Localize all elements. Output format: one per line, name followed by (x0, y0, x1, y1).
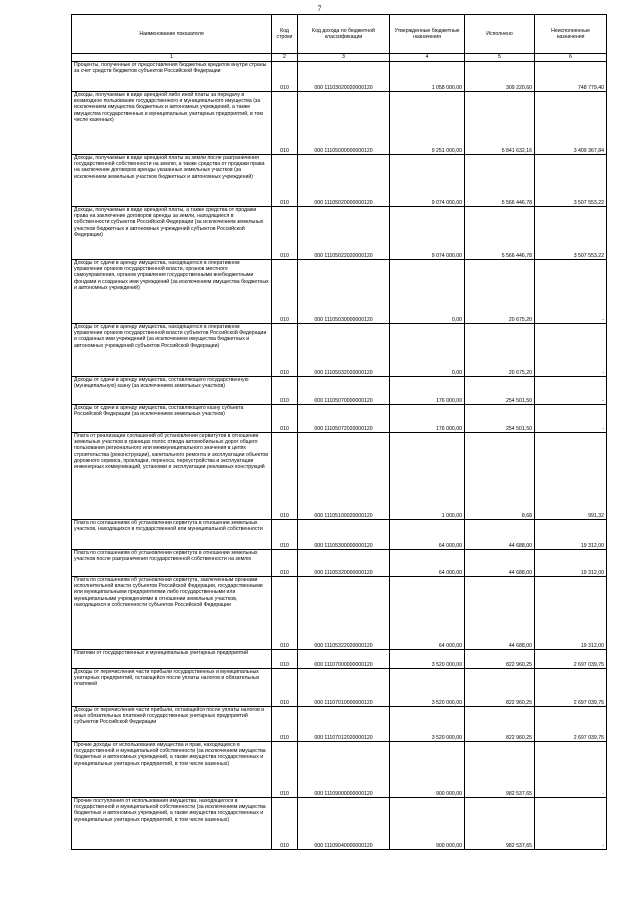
row-unexecuted: 3 507 553,22 (535, 155, 607, 207)
row-executed: 254 501,50 (465, 405, 535, 433)
row-kbk: 000 11107000000000120 (298, 650, 390, 669)
row-approved: 0,00 (390, 260, 465, 324)
row-name: Платежи от государственных и муниципальных унитарных предприятий (72, 650, 272, 669)
row-kbk: 000 11105000000000120 (298, 92, 390, 155)
row-kbk: 000 11105322020000120 (298, 577, 390, 650)
row-executed: 822 960,25 (465, 707, 535, 742)
table-row (72, 260, 607, 324)
header-approved: Утвержденные бюджетные назначения (390, 15, 465, 54)
row-executed: 20 675,20 (465, 324, 535, 377)
row-approved: 9 251 000,00 (390, 92, 465, 155)
row-approved: 1 058 000,00 (390, 62, 465, 92)
table-row (72, 577, 607, 650)
table-row (72, 707, 607, 742)
row-approved: 0,00 (390, 324, 465, 377)
row-code: 010 (272, 62, 298, 92)
row-unexecuted: - (535, 742, 607, 798)
row-approved: 3 520 000,00 (390, 650, 465, 669)
row-unexecuted: 991,32 (535, 433, 607, 520)
table-row (72, 405, 607, 433)
row-approved: 176 000,00 (390, 377, 465, 405)
row-name: Доходы от сдачи в аренду имущества, составляющего государственную (муниципальную) казну (за исключением земельных участков) (72, 377, 272, 405)
column-number-row (72, 54, 607, 62)
row-executed: 982 537,65 (465, 798, 535, 850)
row-code: 010 (272, 798, 298, 850)
table-row (72, 207, 607, 260)
row-kbk: 000 11107012020000120 (298, 707, 390, 742)
row-executed: 822 960,25 (465, 650, 535, 669)
table-row (72, 377, 607, 405)
row-code: 010 (272, 520, 298, 550)
row-approved: 900 000,00 (390, 742, 465, 798)
row-unexecuted: 19 312,00 (535, 577, 607, 650)
row-code: 010 (272, 155, 298, 207)
row-unexecuted: 2 697 039,75 (535, 707, 607, 742)
row-code: 010 (272, 260, 298, 324)
row-name: Доходы от сдачи в аренду имущества, находящегося в оперативном управлении органов государственной власти, органов местного самоуправления, органов управления государственными внебюджетными фондами и созданных ими учреждений (за исключением имущества бюджетных и автономных учреждений) (72, 260, 272, 324)
row-code: 010 (272, 707, 298, 742)
page-number: 7 (317, 4, 322, 13)
table-row (72, 155, 607, 207)
column-number: 5 (465, 54, 535, 62)
row-kbk: 000 11105100020000120 (298, 433, 390, 520)
row-approved: 64 000,00 (390, 520, 465, 550)
row-approved: 9 074 000,00 (390, 155, 465, 207)
row-unexecuted: 19 312,00 (535, 550, 607, 577)
income-report-table (71, 14, 607, 850)
row-executed: 5 566 446,78 (465, 207, 535, 260)
row-approved: 3 520 000,00 (390, 669, 465, 707)
row-executed: 44 688,00 (465, 550, 535, 577)
row-kbk: 000 11105022020000120 (298, 207, 390, 260)
row-executed: 309 220,60 (465, 62, 535, 92)
table-row (72, 650, 607, 669)
row-executed: 5 841 632,16 (465, 92, 535, 155)
column-number: 2 (272, 54, 298, 62)
row-unexecuted: - (535, 324, 607, 377)
column-number: 4 (390, 54, 465, 62)
row-executed: 8,68 (465, 433, 535, 520)
table-row (72, 550, 607, 577)
row-approved: 9 074 000,00 (390, 207, 465, 260)
row-executed: 20 675,20 (465, 260, 535, 324)
row-approved: 176 000,00 (390, 405, 465, 433)
column-number: 3 (298, 54, 390, 62)
row-name: Доходы от сдачи в аренду имущества, составляющего казну субъекта Российской Федерации (за исключением земельных участков) (72, 405, 272, 433)
row-code: 010 (272, 669, 298, 707)
row-kbk: 000 11105300000000120 (298, 520, 390, 550)
row-name: Плата по соглашениям об установлении сервитута в отношении земельных участков после разграничения государственной собственности на землю (72, 550, 272, 577)
column-number: 6 (535, 54, 607, 62)
row-code: 010 (272, 433, 298, 520)
header-row (72, 15, 607, 54)
row-kbk: 000 11105020000000120 (298, 155, 390, 207)
header-code: Код строки (272, 15, 298, 54)
row-code: 010 (272, 405, 298, 433)
header-executed: Исполнено (465, 15, 535, 54)
row-unexecuted: 3 507 553,22 (535, 207, 607, 260)
row-unexecuted: - (535, 377, 607, 405)
row-name: Доходы от перечисления части прибыли, остающейся после уплаты налогов и иных обязательных платежей государственных унитарных предприятий субъектов Российской Федерации (72, 707, 272, 742)
row-kbk: 000 11105030000000120 (298, 260, 390, 324)
row-kbk: 000 11109040000000120 (298, 798, 390, 850)
table-row (72, 433, 607, 520)
row-approved: 1 000,00 (390, 433, 465, 520)
table-row (72, 520, 607, 550)
row-kbk: 000 11105070000000120 (298, 377, 390, 405)
row-unexecuted: 3 409 367,84 (535, 92, 607, 155)
header-kbk: Код дохода по бюджетной классификации (298, 15, 390, 54)
row-name: Плата по соглашениям об установлении сервитута в отношении земельных участков, находящихся в государственной или муниципальной собственности (72, 520, 272, 550)
row-kbk: 000 11107010000000120 (298, 669, 390, 707)
row-name: Проценты, полученные от предоставления бюджетных кредитов внутри страны за счет средств бюджетов субъектов Российской Федерации (72, 62, 272, 92)
row-code: 010 (272, 577, 298, 650)
row-unexecuted: - (535, 798, 607, 850)
table-row (72, 324, 607, 377)
row-unexecuted: 19 312,00 (535, 520, 607, 550)
row-kbk: 000 11105072020000120 (298, 405, 390, 433)
row-unexecuted: 2 697 039,75 (535, 650, 607, 669)
row-code: 010 (272, 207, 298, 260)
row-unexecuted: - (535, 260, 607, 324)
row-approved: 64 000,00 (390, 577, 465, 650)
row-name: Доходы от сдачи в аренду имущества, находящегося в оперативном управлении органов государственной власти субъектов Российской Федерации и созданных ими учреждений (за исключением имущества бюджетных и автономных учреждений субъектов Российской Федерации) (72, 324, 272, 377)
row-name: Доходы, получаемые в виде арендной платы за земли после разграничения государственной собственности на землю, а также средства от продажи права на заключение договоров аренды указанных земельных участков (за исключением земельных участков бюджетных и автономных учреждений) (72, 155, 272, 207)
row-code: 010 (272, 742, 298, 798)
row-unexecuted: 2 697 039,75 (535, 669, 607, 707)
row-code: 010 (272, 550, 298, 577)
row-kbk: 000 11105032020000120 (298, 324, 390, 377)
table-row (72, 92, 607, 155)
row-name: Прочие доходы от использования имущества и прав, находящихся в государственной и муниципальной собственности (за исключением имущества бюджетных и автономных учреждений, а также имущества государственных и муниципальных унитарных предприятий, в том числе казенных) (72, 742, 272, 798)
row-executed: 982 537,65 (465, 742, 535, 798)
row-executed: 44 688,00 (465, 577, 535, 650)
row-executed: 44 688,00 (465, 520, 535, 550)
row-unexecuted: 748 779,40 (535, 62, 607, 92)
row-name: Доходы, получаемые в виде арендной платы, а также средства от продажи права на заключение договоров аренды за земли, находящиеся в собственности субъектов Российской Федерации (за исключением земельных участков бюджетных и автономных учреждений субъектов Российской Федерации) (72, 207, 272, 260)
row-executed: 5 566 446,78 (465, 155, 535, 207)
row-executed: 254 501,50 (465, 377, 535, 405)
row-code: 010 (272, 324, 298, 377)
row-code: 010 (272, 377, 298, 405)
row-approved: 900 000,00 (390, 798, 465, 850)
row-name: Доходы, получаемые в виде арендной либо иной платы за передачу в возмездное пользование государственного и муниципального имущества (за исключением имущества бюджетных и автономных учреждений, а также имущества государственных и муниципальных унитарных предприятий, в том числе казенных) (72, 92, 272, 155)
table-row (72, 669, 607, 707)
table-row (72, 62, 607, 92)
header-unexecuted: Неисполненные назначения (535, 15, 607, 54)
row-approved: 64 000,00 (390, 550, 465, 577)
row-kbk: 000 11103020020000120 (298, 62, 390, 92)
row-kbk: 000 11105320000000120 (298, 550, 390, 577)
row-name: Прочие поступления от использования имущества, находящегося в государственной и муниципальной собственности (за исключением имущества бюджетных и автономных учреждений, а также имущества государственных и муниципальных унитарных предприятий, в том числе казенных) (72, 798, 272, 850)
row-code: 010 (272, 650, 298, 669)
row-name: Доходы от перечисления части прибыли государственных и муниципальных унитарных предприятий, остающейся после уплаты налогов и обязательных платежей (72, 669, 272, 707)
header-name: Наименование показателя (72, 15, 272, 54)
row-executed: 822 960,25 (465, 669, 535, 707)
row-kbk: 000 11109000000000120 (298, 742, 390, 798)
row-name: Плата от реализации соглашений об установлении сервитутов в отношении земельных участков в границах полос отвода автомобильных дорог общего пользования регионального или межмуниципального значения в целях строительства (реконструкции), капитального ремонта и эксплуатации объектов дорожного сервиса, прокладки, переноса, переустройства и эксплуатации инженерных коммуникаций, установки и эксплуатации рекламных конструкций (72, 433, 272, 520)
table-row (72, 742, 607, 798)
column-number: 1 (72, 54, 272, 62)
row-name: Плата по соглашениям об установлении сервитута, заключенным органами исполнительной власти субъектов Российской Федерации, государственными или муниципальными предприятиями либо государственными или муниципальными учреждениями в отношении земельных участков, находящихся в собственности субъектов Российской Федерации (72, 577, 272, 650)
row-approved: 3 520 000,00 (390, 707, 465, 742)
table-row (72, 798, 607, 850)
row-unexecuted: - (535, 405, 607, 433)
row-code: 010 (272, 92, 298, 155)
